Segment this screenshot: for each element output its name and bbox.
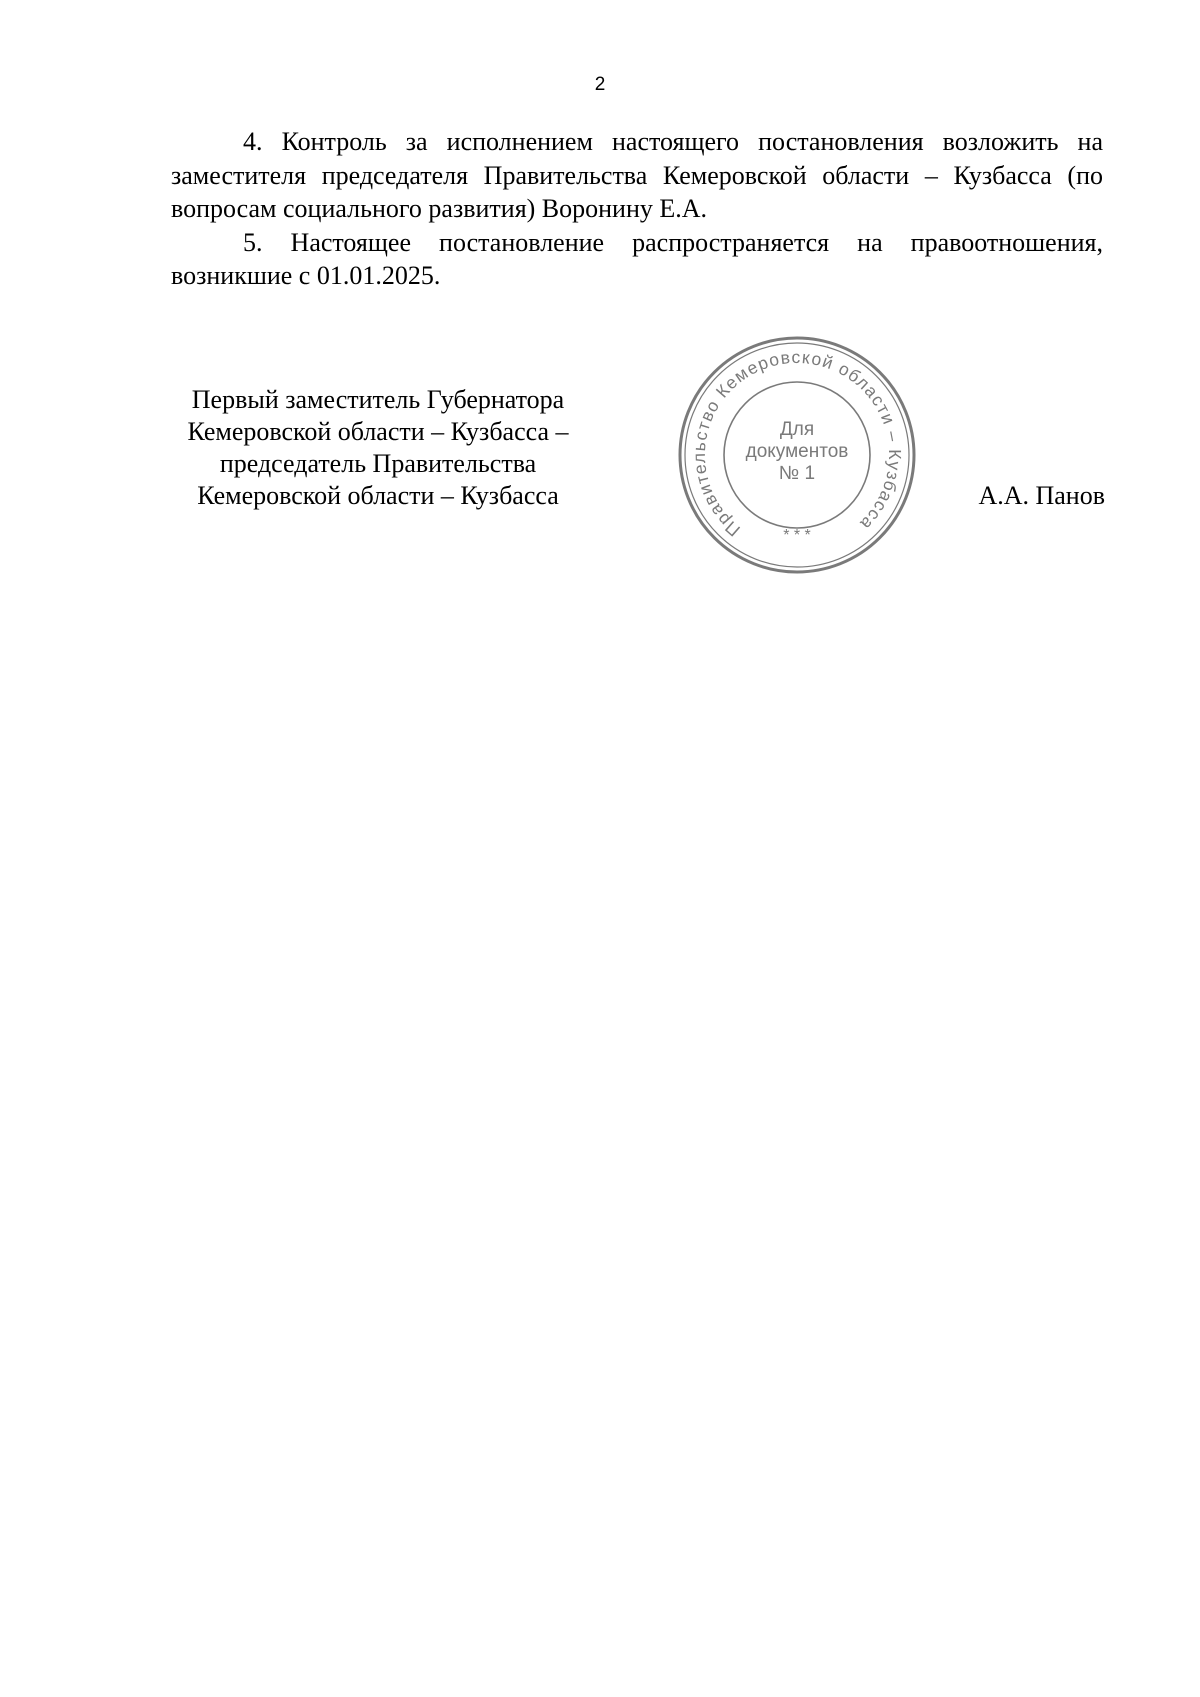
signer-position-line: Кемеровской области – Кузбасса –: [187, 417, 569, 446]
signer-position-line: председатель Правительства: [219, 449, 537, 478]
seal-graphic: [677, 335, 917, 575]
paragraph-4: 4. Контроль за исполнением настоящего постановления возложить на заместителя председателя Правительства Кемеровской области – Кузбасса (по вопросам социального развития) Воронину Е.А.: [171, 127, 1103, 223]
seal-center-line-3: № 1: [778, 463, 816, 484]
page-number: 2: [594, 74, 606, 95]
paragraph-5: 5. Настоящее постановление распространяется на правоотношения, возникшие с 01.01.2025.: [171, 227, 1103, 290]
document-body: [171, 125, 1103, 293]
signer-name: А.А. Панов: [978, 481, 1105, 510]
signer-position: [168, 384, 588, 512]
signer-position-line: Кемеровской области – Кузбасса: [197, 481, 559, 510]
official-seal: [677, 335, 917, 575]
seal-center-line-2: документов: [745, 441, 849, 462]
seal-stars: * * *: [783, 527, 811, 544]
seal-ring-text: Правительство Кемеровской области – Кузбасса: [688, 346, 906, 541]
seal-center-line-1: Для: [779, 419, 815, 440]
signer-position-line: Первый заместитель Губернатора: [191, 385, 565, 414]
